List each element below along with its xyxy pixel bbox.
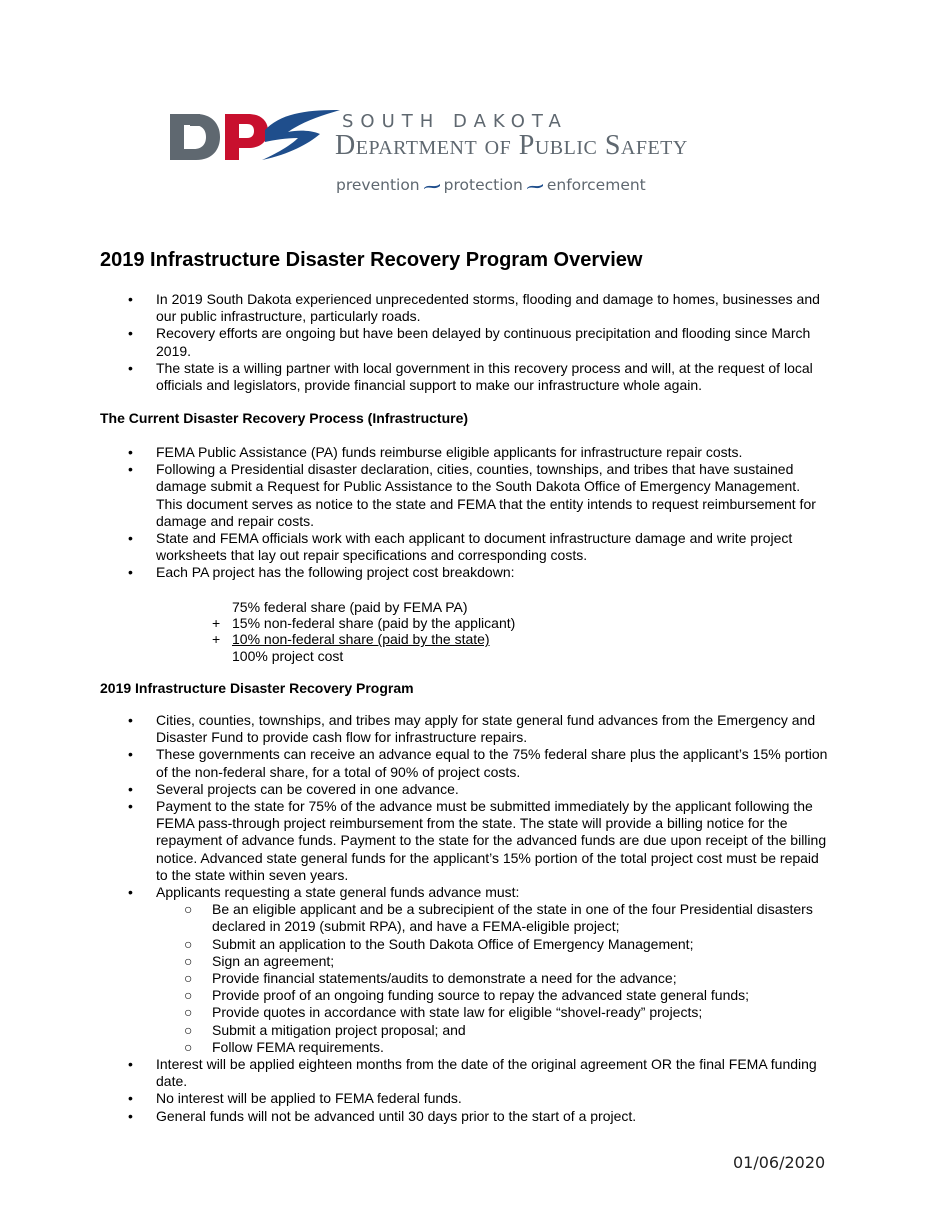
bullet-icon: • [128,1056,133,1073]
list-item [100,291,830,325]
circle-bullet-icon: ○ [184,935,193,952]
logo-state-name: SOUTH DAKOTA [342,111,568,132]
list-item [100,444,830,461]
requirements-list [156,901,830,1056]
swoosh-icon [527,183,543,189]
circle-bullet-icon: ○ [184,987,193,1004]
list-item [100,360,830,394]
sub-list-item-text: Provide financial statements/audits to demonstrate a need for the advance; [212,970,677,987]
dps-logo-mark [170,108,340,164]
breakdown-row [210,599,515,615]
list-item [100,746,830,780]
section-heading: The Current Disaster Recovery Process (Infrastructure) [100,410,469,426]
sub-list-item [156,1004,830,1021]
bullet-icon: • [128,325,133,342]
sub-list-item [156,936,830,953]
circle-bullet-icon: ○ [184,1021,193,1038]
breakdown-text: 10% non-federal share (paid by the state) [232,631,490,648]
list-item-text: In 2019 South Dakota experienced unprecedented storms, flooding and damage to homes, businesses and our public infrastructure, particularly roads. [156,291,820,325]
page-title: 2019 Infrastructure Disaster Recovery Program Overview [100,249,643,271]
bullet-icon: • [128,1090,133,1107]
circle-bullet-icon: ○ [184,952,193,969]
breakdown-text: 100% project cost [232,647,344,664]
list-item [100,564,830,581]
sub-list-item-text: Be an eligible applicant and be a subrecipient of the state in one of the four Presidential disasters declared in 2019 (submit RPA), and have a FEMA-eligible project; [212,901,813,935]
tagline-word: prevention [336,176,420,194]
cost-breakdown [210,599,515,664]
process-list [100,444,830,582]
list-item-text: Several projects can be covered in one advance. [156,780,459,797]
intro-list [100,291,830,394]
list-item-text: Recovery efforts are ongoing but have been delayed by continuous precipitation and flooding since March 2019. [156,325,811,359]
circle-bullet-icon: ○ [184,901,193,918]
bullet-icon: • [128,712,133,728]
list-item [100,781,830,798]
logo-department-name: Department of Public Safety [335,130,688,161]
list-item-text: Applicants requesting a state general funds advance must: [156,884,520,901]
bullet-icon: • [128,1107,133,1124]
bullet-icon: • [128,461,133,478]
list-item-text: Interest will be applied eighteen months from the date of the original agreement OR the final FEMA funding date. [156,1056,817,1090]
program-list [100,712,830,1125]
sub-list-item [156,987,830,1004]
section-heading: 2019 Infrastructure Disaster Recovery Program [100,680,414,696]
list-item [100,1090,830,1107]
list-item [100,530,830,564]
sub-list-item [156,953,830,970]
bullet-icon: • [128,530,133,547]
circle-bullet-icon: ○ [184,1038,193,1055]
list-item-text: These governments can receive an advance equal to the 75% federal share plus the applicant’s 15% portion of the non-federal share, for a total of 90% of project costs. [156,746,828,780]
breakdown-row [210,648,515,664]
bullet-icon: • [128,564,133,581]
breakdown-row [210,615,515,631]
sub-list-item [156,1039,830,1056]
swoosh-icon [424,183,440,189]
list-item [100,461,830,530]
list-item-text: No interest will be applied to FEMA federal funds. [156,1090,462,1107]
sub-list-item-text: Provide proof of an ongoing funding source to repay the advanced state general funds; [212,987,750,1004]
list-item [100,884,830,1056]
bullet-icon: • [128,798,133,815]
bullet-icon: • [128,359,133,376]
list-item-text: Following a Presidential disaster declaration, cities, counties, townships, and tribes that have sustained damage submit a Request for Public Assistance to the South Dakota Office of Emergency Management. This document serves as notice to the state and FEMA that the entity intends to request reimbursement for damage and repair costs. [156,461,816,529]
bullet-icon: • [128,884,133,901]
sub-list-item-text: Submit a mitigation project proposal; and [212,1021,466,1038]
list-item [100,325,830,359]
bullet-icon: • [128,746,133,763]
tagline-word: enforcement [546,176,646,194]
sub-list-item [156,970,830,987]
circle-bullet-icon: ○ [184,970,193,987]
sub-list-item-text: Sign an agreement; [212,952,335,969]
list-item-text: The state is a willing partner with local government in this recovery process and will, at the request of local officials and legislators, provide financial support to make our infrastructure whole again. [156,359,813,394]
bullet-icon: • [128,291,133,307]
list-item-text: Each PA project has the following project cost breakdown: [156,564,515,581]
sub-list-item-text: Follow FEMA requirements. [212,1038,384,1055]
list-item-text: State and FEMA officials work with each applicant to document infrastructure damage and write project worksheets that lay out repair specifications and corresponding costs. [156,530,793,564]
tagline-word: protection [443,176,523,194]
sub-list-item [156,1022,830,1039]
list-item [100,1056,830,1090]
bullet-icon: • [128,444,133,460]
list-item-text: FEMA Public Assistance (PA) funds reimburse eligible applicants for infrastructure repair costs. [156,444,743,460]
list-item [100,1108,830,1125]
list-item-text: Payment to the state for 75% of the advance must be submitted immediately by the applicant following the FEMA pass-through project reimbursement from the state. The state will provide a billing notice for the repayment of advance funds. Payment to the state for the advanced funds are due upon receipt of the billing notice. Advanced state general funds for the applicant’s 15% portion of the total project cost must be repaid to the state within seven years. [156,798,827,883]
sub-list-item-text: Submit an application to the South Dakota Office of Emergency Management; [212,935,694,952]
breakdown-text: 75% federal share (paid by FEMA PA) [232,599,468,615]
list-item [100,712,830,746]
breakdown-operator: + [212,615,221,632]
breakdown-row [210,631,515,647]
logo-tagline [336,176,646,194]
list-item [100,798,830,884]
list-item-text: Cities, counties, townships, and tribes may apply for state general fund advances from the Emergency and Disaster Fund to provide cash flow for infrastructure repairs. [156,712,816,746]
sub-list-item-text: Provide quotes in accordance with state law for eligible “shovel-ready” projects; [212,1004,703,1021]
list-item-text: General funds will not be advanced until 30 days prior to the start of a project. [156,1107,637,1124]
sub-list-item [156,901,830,935]
document-date: 01/06/2020 [733,1153,826,1172]
bullet-icon: • [128,780,133,797]
breakdown-text: 15% non-federal share (paid by the applicant) [232,615,516,632]
breakdown-operator: + [212,631,221,648]
circle-bullet-icon: ○ [184,1004,193,1021]
